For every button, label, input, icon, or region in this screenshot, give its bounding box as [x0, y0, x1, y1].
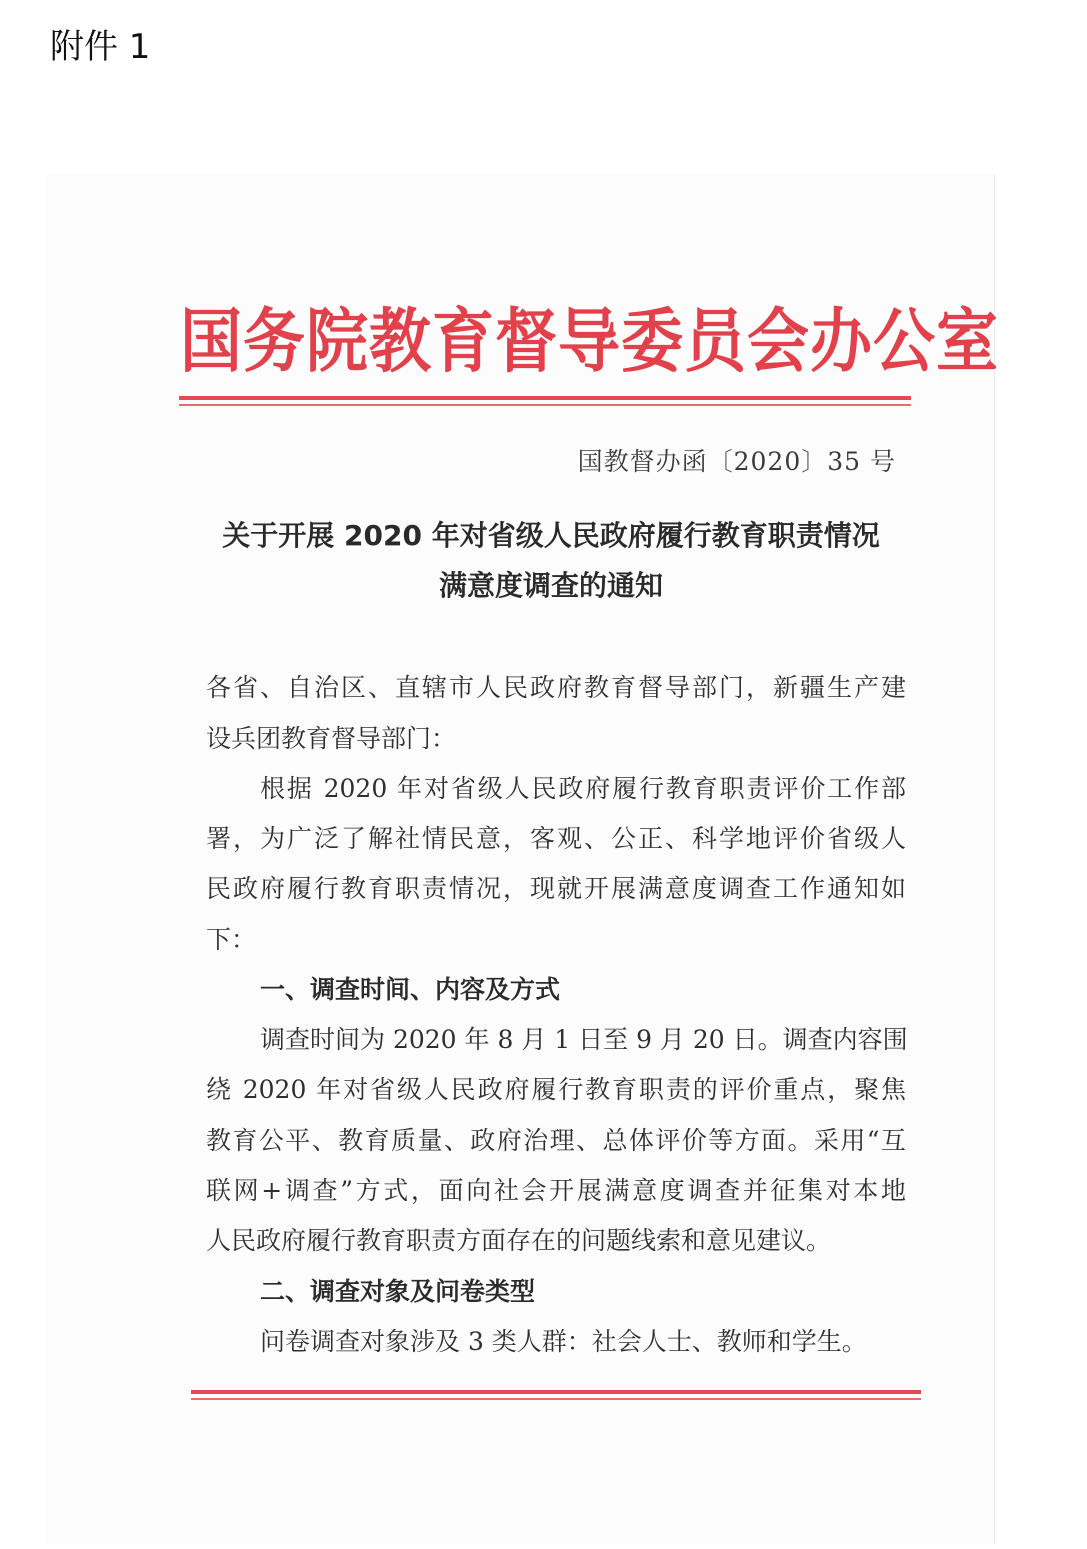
footer-red-rule-thin: [191, 1398, 921, 1400]
letterhead-red-rule-thin: [179, 404, 911, 406]
intro-line-4: 下：: [206, 925, 257, 954]
section-1-line-3: 教育公平、教育质量、政府治理、总体评价等方面。采用“互: [206, 1126, 906, 1155]
section-1-line-1: 调查时间为 2020 年 8 月 1 日至 9 月 20 日。调查内容围: [260, 1025, 908, 1054]
document-number: 国教督办函〔2020〕35 号: [577, 447, 896, 476]
document-title-line-1: 关于开展 2020 年对省级人民政府履行教育职责情况: [222, 519, 880, 552]
footer-red-rule: [191, 1390, 921, 1394]
addressee-line-1: 各省、自治区、直辖市人民政府教育督导部门，新疆生产建: [206, 673, 906, 702]
intro-line-1: 根据 2020 年对省级人民政府履行教育职责评价工作部: [260, 774, 906, 803]
section-1-line-2: 绕 2020 年对省级人民政府履行教育职责的评价重点，聚焦: [206, 1075, 906, 1104]
letterhead-issuer: 国务院教育督导委员会办公室: [180, 300, 1000, 382]
section-1-line-5: 人民政府履行教育职责方面存在的问题线索和意见建议。: [206, 1226, 832, 1255]
section-1-line-4: 联网+调查”方式，面向社会开展满意度调查并征集对本地: [206, 1176, 906, 1205]
scanned-document-page: [46, 174, 1000, 1544]
intro-line-2: 署，为广泛了解社情民意，客观、公正、科学地评价省级人: [206, 824, 906, 853]
addressee-line-2: 设兵团教育督导部门：: [206, 724, 457, 753]
section-1-heading: 一、调查时间、内容及方式: [260, 975, 561, 1004]
document-title-line-2: 满意度调查的通知: [438, 569, 663, 602]
intro-line-3: 民政府履行教育职责情况，现就开展满意度调查工作通知如: [206, 874, 906, 903]
letterhead-red-rule: [179, 396, 911, 400]
attachment-label: 附件 1: [50, 27, 151, 67]
section-2-line-1: 问卷调查对象涉及 3 类人群：社会人士、教师和学生。: [260, 1327, 867, 1356]
section-2-heading: 二、调查对象及问卷类型: [260, 1277, 536, 1306]
